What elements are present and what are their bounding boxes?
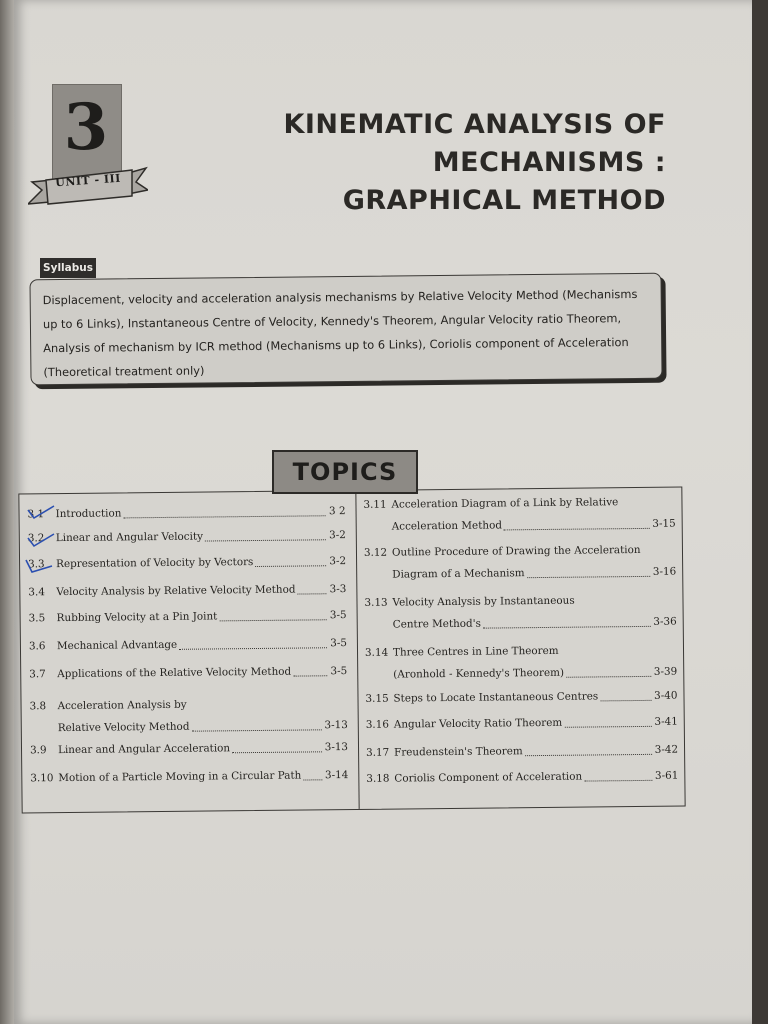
topic-title: Outline Procedure of Drawing the Acceleration: [391, 543, 641, 559]
topic-row: [30, 741, 348, 762]
dotted-leader: [566, 676, 651, 678]
topic-page-number: 3-5: [330, 665, 348, 678]
topic-page-number: 3-3: [329, 583, 347, 596]
topic-page-number: 3-2: [328, 529, 346, 542]
dotted-leader: [256, 565, 327, 567]
topic-row: [29, 609, 347, 630]
topic-row: [28, 555, 346, 576]
topic-title-continued: Centre Method's: [392, 617, 481, 631]
topic-page-number: 3-5: [330, 637, 347, 650]
dotted-leader: [179, 647, 327, 650]
topic-number: 3.2: [27, 532, 45, 545]
topic-title: Representation of Velocity by Vectors: [56, 556, 254, 571]
title-line-3: GRAPHICAL METHOD: [342, 185, 666, 216]
topic-row: [363, 496, 675, 539]
topic-title: Rubbing Velocity at a Pin Joint: [56, 610, 218, 625]
dotted-leader: [600, 700, 651, 702]
topic-title-continued: Acceleration Method: [391, 519, 503, 533]
topic-title-continued: Diagram of a Mechanism: [392, 567, 525, 581]
syllabus-line: Analysis of mechanism by ICR method (Mechanisms up to 6 Links), Coriolis component of Acceleration: [43, 335, 629, 356]
topic-number: 3.3: [28, 558, 45, 571]
chapter-number: 3: [63, 90, 109, 165]
topic-title: Motion of a Particle Moving in a Circular Path: [58, 769, 302, 785]
topic-title-continued: (Aronhold - Kennedy's Theorem): [393, 666, 565, 681]
dotted-leader: [124, 515, 326, 518]
syllabus-label: Syllabus: [40, 258, 96, 278]
topic-number: 3.17: [366, 746, 390, 759]
topic-number: 3.11: [363, 498, 387, 511]
topic-row: [28, 583, 346, 604]
topic-page-number: 3-13: [324, 741, 349, 754]
topic-title: Angular Velocity Ratio Theorem: [393, 716, 563, 731]
topic-page-number: 3-40: [654, 689, 678, 702]
topic-page-number: 3-15: [652, 517, 676, 530]
topic-row: [29, 637, 347, 658]
syllabus-text: [43, 282, 654, 384]
topic-page-number: 3-5: [329, 609, 347, 622]
topic-row: [27, 505, 345, 526]
syllabus-box: [29, 273, 662, 386]
topic-title: Coriolis Component of Acceleration: [394, 770, 583, 785]
topic-title: Three Centres in Line Theorem: [392, 644, 559, 659]
topic-number: 3.7: [29, 668, 46, 681]
topic-row: [365, 690, 677, 711]
topic-title: Introduction: [55, 507, 122, 521]
topic-title: Freudenstein's Theorem: [394, 745, 523, 759]
title-line-2: MECHANISMS :: [432, 147, 666, 178]
topic-number: 3.15: [365, 692, 389, 705]
dotted-leader: [527, 576, 650, 578]
topic-page-number: 3-41: [654, 715, 678, 728]
topic-row: [29, 665, 347, 686]
topic-row: [364, 544, 676, 587]
topic-title-continued: Relative Velocity Method: [57, 720, 190, 735]
topic-number: 3.5: [28, 612, 46, 625]
dotted-leader: [192, 729, 322, 731]
topic-number: 3.16: [365, 718, 389, 731]
syllabus-line: (Theoretical treatment only): [43, 363, 205, 380]
topic-number: 3.10: [30, 772, 54, 785]
topic-number: 3.8: [29, 700, 47, 713]
column-divider: [355, 491, 359, 809]
dotted-leader: [303, 779, 321, 780]
topic-title: Velocity Analysis by Relative Velocity Method: [56, 583, 296, 599]
topic-number: 3.4: [28, 586, 45, 599]
topic-page-number: 3-42: [654, 743, 679, 756]
dotted-leader: [564, 726, 651, 728]
topic-title: Acceleration Diagram of a Link by Relative: [391, 496, 619, 511]
checkmark-icon: [24, 558, 54, 574]
topic-row: [364, 594, 676, 637]
syllabus-line: Displacement, velocity and acceleration analysis mechanisms by Relative Velocity Method (Mechanisms: [42, 286, 638, 308]
topic-page-number: 3-14: [324, 769, 349, 782]
topic-page-number: 3-36: [653, 615, 677, 628]
dotted-leader: [205, 539, 326, 541]
topic-title: Steps to Locate Instantaneous Centres: [393, 690, 599, 705]
syllabus-line: up to 6 Links), Instantaneous Centre of Velocity, Kennedy's Theorem, Angular Velocity ratio Theorem,: [42, 311, 622, 332]
chapter-title: [230, 106, 666, 220]
topic-page-number: 3 2: [328, 505, 346, 518]
topic-title: Linear and Angular Acceleration: [57, 742, 231, 757]
topics-heading: TOPICS: [272, 450, 418, 494]
topic-page-number: 3-61: [654, 769, 679, 782]
dotted-leader: [584, 780, 652, 782]
topic-title: Linear and Angular Velocity: [55, 530, 204, 545]
topic-row: [365, 644, 677, 687]
topic-row: [28, 529, 346, 550]
checkmark-icon: [26, 532, 56, 548]
topic-number: 3.12: [363, 546, 388, 559]
topic-row: [366, 716, 678, 737]
topic-page-number: 3-2: [329, 555, 347, 568]
topic-title: Velocity Analysis by Instantaneous: [392, 594, 575, 609]
topic-row: [366, 744, 678, 765]
topic-row: [366, 770, 678, 791]
topic-row: [30, 769, 348, 790]
unit-label: UNIT - III: [54, 171, 122, 190]
topic-number: 3.6: [28, 640, 46, 653]
topic-page-number: 3-13: [324, 719, 348, 732]
dotted-leader: [219, 619, 326, 621]
topic-number: 3.1: [27, 508, 45, 521]
dotted-leader: [298, 593, 327, 594]
topic-number: 3.9: [29, 744, 47, 757]
topic-page-number: 3-16: [652, 565, 677, 578]
topic-number: 3.14: [364, 646, 389, 659]
dotted-leader: [483, 626, 650, 629]
topic-number: 3.18: [366, 772, 390, 785]
topic-row: [30, 697, 348, 740]
checkmark-icon: [26, 504, 56, 520]
topics-table: [18, 487, 685, 814]
topic-page-number: 3-39: [653, 665, 678, 678]
title-line-1: KINEMATIC ANALYSIS OF: [283, 109, 666, 140]
dotted-leader: [504, 528, 649, 531]
dotted-leader: [525, 754, 652, 756]
topic-title: Applications of the Relative Velocity Method: [57, 665, 292, 681]
background-surface: [752, 0, 768, 1024]
dotted-leader: [293, 675, 327, 676]
topic-title: Mechanical Advantage: [56, 638, 178, 653]
topic-number: 3.13: [364, 596, 388, 609]
topic-title: Acceleration Analysis by: [57, 698, 187, 713]
dotted-leader: [232, 751, 321, 753]
